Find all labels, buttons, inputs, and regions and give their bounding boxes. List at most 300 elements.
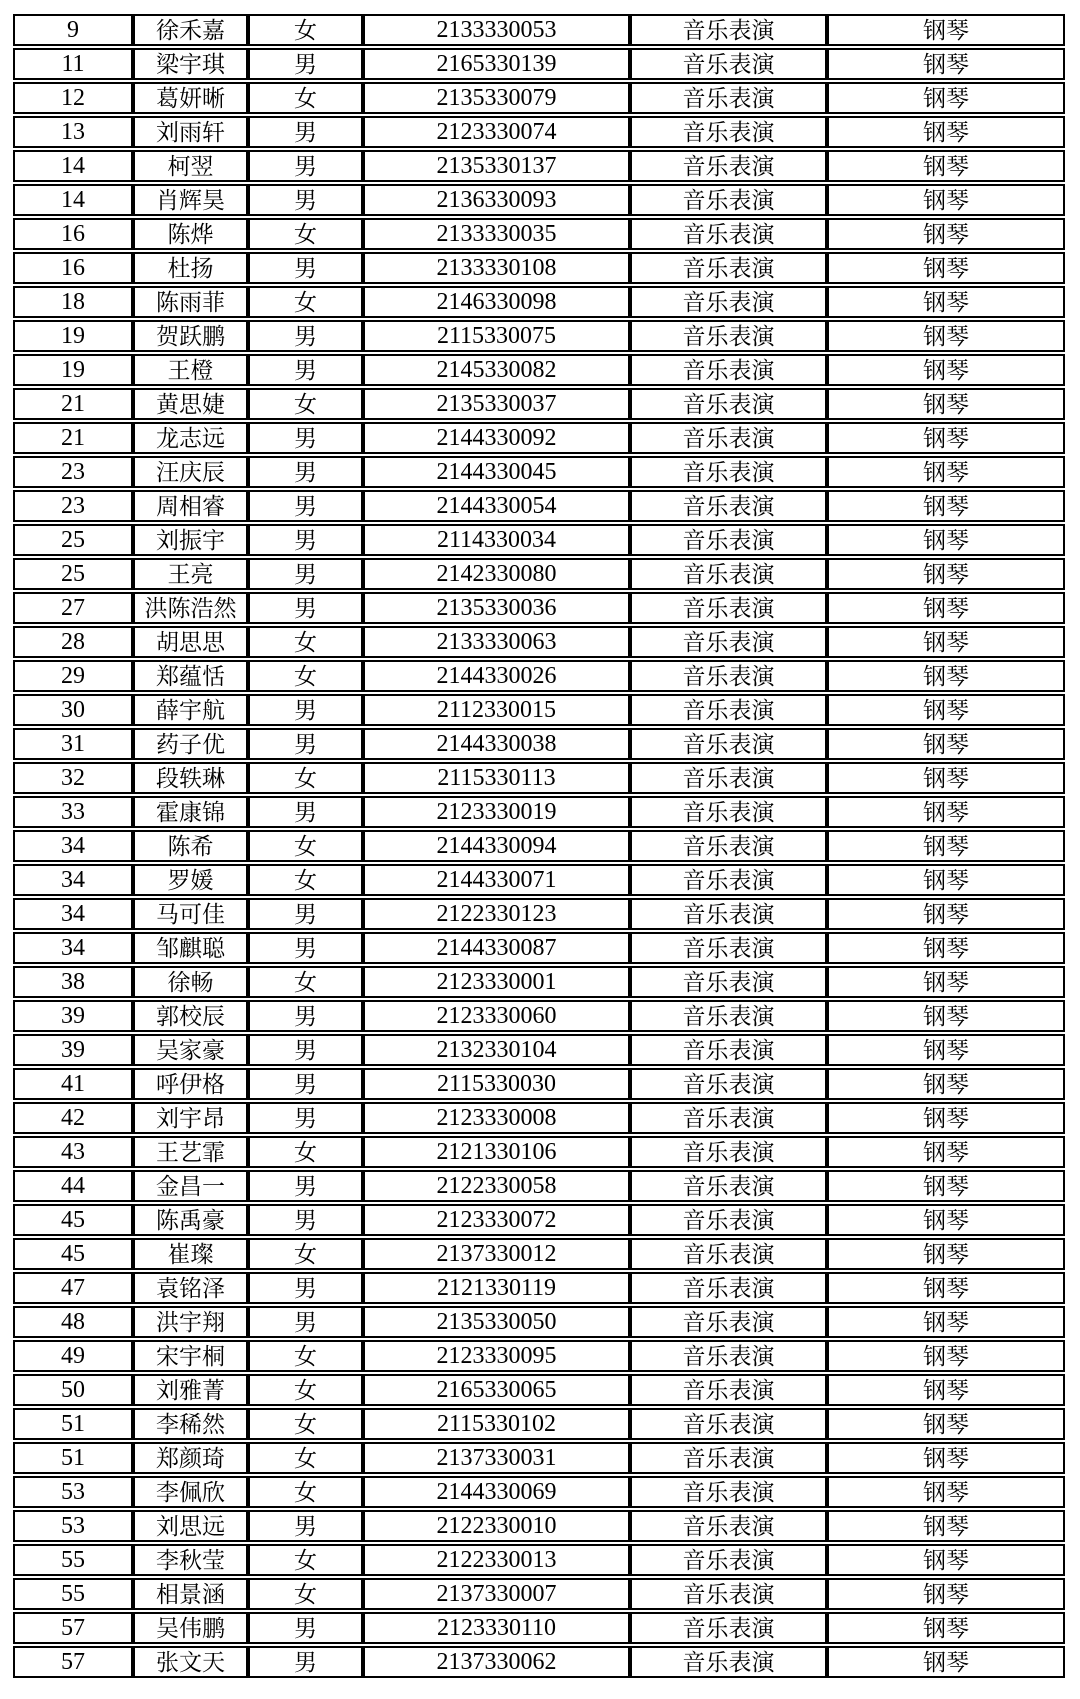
table-row bbox=[13, 1476, 1065, 1508]
gender-cell: 男 bbox=[248, 592, 363, 624]
rank-cell: 55 bbox=[13, 1544, 133, 1576]
table-row bbox=[13, 524, 1065, 556]
student_id-cell: 2123330074 bbox=[363, 116, 630, 148]
student_id-cell: 2122330058 bbox=[363, 1170, 630, 1202]
major-cell: 音乐表演 bbox=[630, 150, 827, 182]
table-row bbox=[13, 1544, 1065, 1576]
major-cell: 音乐表演 bbox=[630, 14, 827, 46]
rank-cell: 34 bbox=[13, 864, 133, 896]
name-cell: 刘宇昂 bbox=[133, 1102, 248, 1134]
table-row bbox=[13, 1646, 1065, 1678]
gender-cell: 男 bbox=[248, 1272, 363, 1304]
table-row bbox=[13, 218, 1065, 250]
instrument-cell: 钢琴 bbox=[827, 116, 1065, 148]
name-cell: 金昌一 bbox=[133, 1170, 248, 1202]
gender-cell: 女 bbox=[248, 1238, 363, 1270]
instrument-cell: 钢琴 bbox=[827, 1102, 1065, 1134]
rank-cell: 25 bbox=[13, 524, 133, 556]
gender-cell: 男 bbox=[248, 1034, 363, 1066]
rank-cell: 33 bbox=[13, 796, 133, 828]
instrument-cell: 钢琴 bbox=[827, 1646, 1065, 1678]
table-row bbox=[13, 388, 1065, 420]
gender-cell: 男 bbox=[248, 252, 363, 284]
name-cell: 洪陈浩然 bbox=[133, 592, 248, 624]
name-cell: 王橙 bbox=[133, 354, 248, 386]
name-cell: 刘思远 bbox=[133, 1510, 248, 1542]
table-row bbox=[13, 286, 1065, 318]
instrument-cell: 钢琴 bbox=[827, 14, 1065, 46]
student_id-cell: 2144330094 bbox=[363, 830, 630, 862]
instrument-cell: 钢琴 bbox=[827, 1170, 1065, 1202]
student_id-cell: 2165330065 bbox=[363, 1374, 630, 1406]
student_id-cell: 2133330108 bbox=[363, 252, 630, 284]
table-row bbox=[13, 762, 1065, 794]
rank-cell: 45 bbox=[13, 1204, 133, 1236]
student_id-cell: 2115330113 bbox=[363, 762, 630, 794]
student_id-cell: 2144330054 bbox=[363, 490, 630, 522]
table-body bbox=[13, 14, 1065, 1678]
table-row bbox=[13, 728, 1065, 760]
table-row bbox=[13, 1612, 1065, 1644]
rank-cell: 34 bbox=[13, 898, 133, 930]
gender-cell: 男 bbox=[248, 728, 363, 760]
instrument-cell: 钢琴 bbox=[827, 1408, 1065, 1440]
major-cell: 音乐表演 bbox=[630, 864, 827, 896]
instrument-cell: 钢琴 bbox=[827, 728, 1065, 760]
name-cell: 陈烨 bbox=[133, 218, 248, 250]
gender-cell: 女 bbox=[248, 1578, 363, 1610]
table-row bbox=[13, 660, 1065, 692]
rank-cell: 32 bbox=[13, 762, 133, 794]
table-row bbox=[13, 864, 1065, 896]
name-cell: 王亮 bbox=[133, 558, 248, 590]
gender-cell: 男 bbox=[248, 694, 363, 726]
rank-cell: 16 bbox=[13, 252, 133, 284]
student_id-cell: 2115330102 bbox=[363, 1408, 630, 1440]
gender-cell: 男 bbox=[248, 932, 363, 964]
name-cell: 呼伊格 bbox=[133, 1068, 248, 1100]
instrument-cell: 钢琴 bbox=[827, 694, 1065, 726]
instrument-cell: 钢琴 bbox=[827, 1612, 1065, 1644]
student_id-cell: 2114330034 bbox=[363, 524, 630, 556]
gender-cell: 男 bbox=[248, 524, 363, 556]
major-cell: 音乐表演 bbox=[630, 1476, 827, 1508]
major-cell: 音乐表演 bbox=[630, 1136, 827, 1168]
instrument-cell: 钢琴 bbox=[827, 558, 1065, 590]
student_id-cell: 2135330036 bbox=[363, 592, 630, 624]
major-cell: 音乐表演 bbox=[630, 558, 827, 590]
gender-cell: 女 bbox=[248, 830, 363, 862]
rank-cell: 23 bbox=[13, 456, 133, 488]
rank-cell: 45 bbox=[13, 1238, 133, 1270]
student_id-cell: 2132330104 bbox=[363, 1034, 630, 1066]
gender-cell: 男 bbox=[248, 150, 363, 182]
table-row bbox=[13, 150, 1065, 182]
name-cell: 洪宇翔 bbox=[133, 1306, 248, 1338]
name-cell: 徐禾嘉 bbox=[133, 14, 248, 46]
gender-cell: 女 bbox=[248, 1340, 363, 1372]
rank-cell: 12 bbox=[13, 82, 133, 114]
gender-cell: 男 bbox=[248, 1204, 363, 1236]
instrument-cell: 钢琴 bbox=[827, 932, 1065, 964]
name-cell: 崔璨 bbox=[133, 1238, 248, 1270]
instrument-cell: 钢琴 bbox=[827, 184, 1065, 216]
major-cell: 音乐表演 bbox=[630, 1442, 827, 1474]
rank-cell: 21 bbox=[13, 422, 133, 454]
gender-cell: 男 bbox=[248, 1646, 363, 1678]
instrument-cell: 钢琴 bbox=[827, 456, 1065, 488]
name-cell: 胡思思 bbox=[133, 626, 248, 658]
rank-cell: 47 bbox=[13, 1272, 133, 1304]
instrument-cell: 钢琴 bbox=[827, 524, 1065, 556]
student_id-cell: 2137330031 bbox=[363, 1442, 630, 1474]
table-row bbox=[13, 456, 1065, 488]
student_id-cell: 2144330092 bbox=[363, 422, 630, 454]
rank-cell: 38 bbox=[13, 966, 133, 998]
major-cell: 音乐表演 bbox=[630, 1306, 827, 1338]
major-cell: 音乐表演 bbox=[630, 354, 827, 386]
major-cell: 音乐表演 bbox=[630, 694, 827, 726]
rank-cell: 30 bbox=[13, 694, 133, 726]
table-row bbox=[13, 1136, 1065, 1168]
gender-cell: 男 bbox=[248, 1068, 363, 1100]
major-cell: 音乐表演 bbox=[630, 524, 827, 556]
major-cell: 音乐表演 bbox=[630, 1204, 827, 1236]
rank-cell: 16 bbox=[13, 218, 133, 250]
major-cell: 音乐表演 bbox=[630, 728, 827, 760]
gender-cell: 男 bbox=[248, 354, 363, 386]
student_id-cell: 2122330013 bbox=[363, 1544, 630, 1576]
student_id-cell: 2122330123 bbox=[363, 898, 630, 930]
rank-cell: 29 bbox=[13, 660, 133, 692]
name-cell: 相景涵 bbox=[133, 1578, 248, 1610]
rank-cell: 34 bbox=[13, 932, 133, 964]
instrument-cell: 钢琴 bbox=[827, 1442, 1065, 1474]
major-cell: 音乐表演 bbox=[630, 490, 827, 522]
major-cell: 音乐表演 bbox=[630, 116, 827, 148]
instrument-cell: 钢琴 bbox=[827, 796, 1065, 828]
rank-cell: 18 bbox=[13, 286, 133, 318]
rank-cell: 9 bbox=[13, 14, 133, 46]
instrument-cell: 钢琴 bbox=[827, 48, 1065, 80]
name-cell: 陈禹豪 bbox=[133, 1204, 248, 1236]
name-cell: 宋宇桐 bbox=[133, 1340, 248, 1372]
rank-cell: 14 bbox=[13, 184, 133, 216]
name-cell: 梁宇琪 bbox=[133, 48, 248, 80]
gender-cell: 女 bbox=[248, 1442, 363, 1474]
gender-cell: 男 bbox=[248, 558, 363, 590]
instrument-cell: 钢琴 bbox=[827, 1068, 1065, 1100]
instrument-cell: 钢琴 bbox=[827, 1306, 1065, 1338]
student_id-cell: 2144330087 bbox=[363, 932, 630, 964]
table-row bbox=[13, 592, 1065, 624]
name-cell: 吴家豪 bbox=[133, 1034, 248, 1066]
student_id-cell: 2145330082 bbox=[363, 354, 630, 386]
table-row bbox=[13, 796, 1065, 828]
instrument-cell: 钢琴 bbox=[827, 1578, 1065, 1610]
rank-cell: 51 bbox=[13, 1408, 133, 1440]
rank-cell: 53 bbox=[13, 1476, 133, 1508]
student-roster-table bbox=[13, 12, 1065, 1680]
table-row bbox=[13, 82, 1065, 114]
table-row bbox=[13, 320, 1065, 352]
gender-cell: 女 bbox=[248, 626, 363, 658]
major-cell: 音乐表演 bbox=[630, 932, 827, 964]
name-cell: 徐畅 bbox=[133, 966, 248, 998]
major-cell: 音乐表演 bbox=[630, 48, 827, 80]
table-row bbox=[13, 1102, 1065, 1134]
table-row bbox=[13, 490, 1065, 522]
student_id-cell: 2144330069 bbox=[363, 1476, 630, 1508]
table-row bbox=[13, 1204, 1065, 1236]
instrument-cell: 钢琴 bbox=[827, 1476, 1065, 1508]
rank-cell: 53 bbox=[13, 1510, 133, 1542]
student_id-cell: 2144330071 bbox=[363, 864, 630, 896]
name-cell: 杜扬 bbox=[133, 252, 248, 284]
name-cell: 黄思婕 bbox=[133, 388, 248, 420]
gender-cell: 女 bbox=[248, 1408, 363, 1440]
student_id-cell: 2123330001 bbox=[363, 966, 630, 998]
instrument-cell: 钢琴 bbox=[827, 1374, 1065, 1406]
name-cell: 霍康锦 bbox=[133, 796, 248, 828]
table-row bbox=[13, 1374, 1065, 1406]
student_id-cell: 2136330093 bbox=[363, 184, 630, 216]
table-row bbox=[13, 1000, 1065, 1032]
table-row bbox=[13, 1340, 1065, 1372]
gender-cell: 女 bbox=[248, 864, 363, 896]
instrument-cell: 钢琴 bbox=[827, 286, 1065, 318]
name-cell: 郑颜琦 bbox=[133, 1442, 248, 1474]
student_id-cell: 2123330110 bbox=[363, 1612, 630, 1644]
rank-cell: 42 bbox=[13, 1102, 133, 1134]
name-cell: 汪庆辰 bbox=[133, 456, 248, 488]
major-cell: 音乐表演 bbox=[630, 660, 827, 692]
student_id-cell: 2137330007 bbox=[363, 1578, 630, 1610]
major-cell: 音乐表演 bbox=[630, 1068, 827, 1100]
gender-cell: 男 bbox=[248, 422, 363, 454]
rank-cell: 51 bbox=[13, 1442, 133, 1474]
instrument-cell: 钢琴 bbox=[827, 660, 1065, 692]
name-cell: 袁铭泽 bbox=[133, 1272, 248, 1304]
instrument-cell: 钢琴 bbox=[827, 82, 1065, 114]
rank-cell: 28 bbox=[13, 626, 133, 658]
major-cell: 音乐表演 bbox=[630, 592, 827, 624]
table-row bbox=[13, 1510, 1065, 1542]
rank-cell: 41 bbox=[13, 1068, 133, 1100]
instrument-cell: 钢琴 bbox=[827, 1544, 1065, 1576]
table-row bbox=[13, 1238, 1065, 1270]
instrument-cell: 钢琴 bbox=[827, 830, 1065, 862]
student_id-cell: 2135330137 bbox=[363, 150, 630, 182]
instrument-cell: 钢琴 bbox=[827, 1034, 1065, 1066]
table-row bbox=[13, 1272, 1065, 1304]
gender-cell: 女 bbox=[248, 14, 363, 46]
gender-cell: 男 bbox=[248, 898, 363, 930]
instrument-cell: 钢琴 bbox=[827, 1136, 1065, 1168]
table-row bbox=[13, 830, 1065, 862]
gender-cell: 女 bbox=[248, 966, 363, 998]
instrument-cell: 钢琴 bbox=[827, 966, 1065, 998]
gender-cell: 男 bbox=[248, 1306, 363, 1338]
student_id-cell: 2122330010 bbox=[363, 1510, 630, 1542]
gender-cell: 男 bbox=[248, 456, 363, 488]
name-cell: 马可佳 bbox=[133, 898, 248, 930]
gender-cell: 男 bbox=[248, 1000, 363, 1032]
major-cell: 音乐表演 bbox=[630, 966, 827, 998]
gender-cell: 女 bbox=[248, 218, 363, 250]
major-cell: 音乐表演 bbox=[630, 1374, 827, 1406]
student_id-cell: 2144330038 bbox=[363, 728, 630, 760]
table-row bbox=[13, 1068, 1065, 1100]
gender-cell: 女 bbox=[248, 82, 363, 114]
table-row bbox=[13, 1306, 1065, 1338]
rank-cell: 14 bbox=[13, 150, 133, 182]
student_id-cell: 2123330019 bbox=[363, 796, 630, 828]
major-cell: 音乐表演 bbox=[630, 1340, 827, 1372]
name-cell: 薛宇航 bbox=[133, 694, 248, 726]
rank-cell: 57 bbox=[13, 1646, 133, 1678]
rank-cell: 43 bbox=[13, 1136, 133, 1168]
table-row bbox=[13, 1578, 1065, 1610]
gender-cell: 男 bbox=[248, 184, 363, 216]
rank-cell: 19 bbox=[13, 320, 133, 352]
rank-cell: 57 bbox=[13, 1612, 133, 1644]
table-row bbox=[13, 184, 1065, 216]
instrument-cell: 钢琴 bbox=[827, 388, 1065, 420]
name-cell: 郑蕴恬 bbox=[133, 660, 248, 692]
name-cell: 吴伟鹏 bbox=[133, 1612, 248, 1644]
name-cell: 柯翌 bbox=[133, 150, 248, 182]
major-cell: 音乐表演 bbox=[630, 388, 827, 420]
rank-cell: 49 bbox=[13, 1340, 133, 1372]
gender-cell: 女 bbox=[248, 660, 363, 692]
student_id-cell: 2165330139 bbox=[363, 48, 630, 80]
rank-cell: 34 bbox=[13, 830, 133, 862]
major-cell: 音乐表演 bbox=[630, 1000, 827, 1032]
instrument-cell: 钢琴 bbox=[827, 762, 1065, 794]
name-cell: 龙志远 bbox=[133, 422, 248, 454]
gender-cell: 女 bbox=[248, 1374, 363, 1406]
major-cell: 音乐表演 bbox=[630, 1544, 827, 1576]
name-cell: 药子优 bbox=[133, 728, 248, 760]
name-cell: 李稀然 bbox=[133, 1408, 248, 1440]
rank-cell: 31 bbox=[13, 728, 133, 760]
name-cell: 李秋莹 bbox=[133, 1544, 248, 1576]
name-cell: 邹麒聪 bbox=[133, 932, 248, 964]
instrument-cell: 钢琴 bbox=[827, 252, 1065, 284]
gender-cell: 男 bbox=[248, 1612, 363, 1644]
table-row bbox=[13, 116, 1065, 148]
student_id-cell: 2123330072 bbox=[363, 1204, 630, 1236]
student_id-cell: 2146330098 bbox=[363, 286, 630, 318]
instrument-cell: 钢琴 bbox=[827, 422, 1065, 454]
instrument-cell: 钢琴 bbox=[827, 592, 1065, 624]
gender-cell: 男 bbox=[248, 490, 363, 522]
instrument-cell: 钢琴 bbox=[827, 1238, 1065, 1270]
name-cell: 陈希 bbox=[133, 830, 248, 862]
gender-cell: 男 bbox=[248, 1102, 363, 1134]
major-cell: 音乐表演 bbox=[630, 762, 827, 794]
student_id-cell: 2115330030 bbox=[363, 1068, 630, 1100]
major-cell: 音乐表演 bbox=[630, 1578, 827, 1610]
table-row bbox=[13, 48, 1065, 80]
student_id-cell: 2144330026 bbox=[363, 660, 630, 692]
gender-cell: 男 bbox=[248, 1170, 363, 1202]
instrument-cell: 钢琴 bbox=[827, 1000, 1065, 1032]
student_id-cell: 2112330015 bbox=[363, 694, 630, 726]
name-cell: 李佩欣 bbox=[133, 1476, 248, 1508]
instrument-cell: 钢琴 bbox=[827, 150, 1065, 182]
instrument-cell: 钢琴 bbox=[827, 626, 1065, 658]
instrument-cell: 钢琴 bbox=[827, 1510, 1065, 1542]
rank-cell: 48 bbox=[13, 1306, 133, 1338]
name-cell: 贺跃鹏 bbox=[133, 320, 248, 352]
major-cell: 音乐表演 bbox=[630, 898, 827, 930]
student_id-cell: 2121330119 bbox=[363, 1272, 630, 1304]
rank-cell: 44 bbox=[13, 1170, 133, 1202]
student_id-cell: 2133330035 bbox=[363, 218, 630, 250]
table-row bbox=[13, 14, 1065, 46]
major-cell: 音乐表演 bbox=[630, 320, 827, 352]
table-row bbox=[13, 354, 1065, 386]
student_id-cell: 2137330062 bbox=[363, 1646, 630, 1678]
student_id-cell: 2123330095 bbox=[363, 1340, 630, 1372]
instrument-cell: 钢琴 bbox=[827, 490, 1065, 522]
major-cell: 音乐表演 bbox=[630, 830, 827, 862]
major-cell: 音乐表演 bbox=[630, 1408, 827, 1440]
student_id-cell: 2135330079 bbox=[363, 82, 630, 114]
table-row bbox=[13, 1408, 1065, 1440]
name-cell: 陈雨菲 bbox=[133, 286, 248, 318]
major-cell: 音乐表演 bbox=[630, 796, 827, 828]
table-row bbox=[13, 422, 1065, 454]
name-cell: 王艺霏 bbox=[133, 1136, 248, 1168]
student_id-cell: 2123330008 bbox=[363, 1102, 630, 1134]
gender-cell: 男 bbox=[248, 48, 363, 80]
instrument-cell: 钢琴 bbox=[827, 320, 1065, 352]
gender-cell: 男 bbox=[248, 1510, 363, 1542]
name-cell: 罗媛 bbox=[133, 864, 248, 896]
rank-cell: 23 bbox=[13, 490, 133, 522]
gender-cell: 女 bbox=[248, 388, 363, 420]
table-row bbox=[13, 966, 1065, 998]
instrument-cell: 钢琴 bbox=[827, 218, 1065, 250]
rank-cell: 25 bbox=[13, 558, 133, 590]
rank-cell: 21 bbox=[13, 388, 133, 420]
student_id-cell: 2123330060 bbox=[363, 1000, 630, 1032]
gender-cell: 女 bbox=[248, 286, 363, 318]
student_id-cell: 2115330075 bbox=[363, 320, 630, 352]
table-row bbox=[13, 898, 1065, 930]
table-row bbox=[13, 1442, 1065, 1474]
gender-cell: 女 bbox=[248, 1136, 363, 1168]
name-cell: 刘振宇 bbox=[133, 524, 248, 556]
table-row bbox=[13, 932, 1065, 964]
major-cell: 音乐表演 bbox=[630, 286, 827, 318]
student_id-cell: 2137330012 bbox=[363, 1238, 630, 1270]
major-cell: 音乐表演 bbox=[630, 252, 827, 284]
major-cell: 音乐表演 bbox=[630, 422, 827, 454]
student_id-cell: 2121330106 bbox=[363, 1136, 630, 1168]
major-cell: 音乐表演 bbox=[630, 1612, 827, 1644]
rank-cell: 55 bbox=[13, 1578, 133, 1610]
table-row bbox=[13, 626, 1065, 658]
gender-cell: 女 bbox=[248, 1476, 363, 1508]
instrument-cell: 钢琴 bbox=[827, 864, 1065, 896]
rank-cell: 13 bbox=[13, 116, 133, 148]
major-cell: 音乐表演 bbox=[630, 456, 827, 488]
rank-cell: 39 bbox=[13, 1034, 133, 1066]
